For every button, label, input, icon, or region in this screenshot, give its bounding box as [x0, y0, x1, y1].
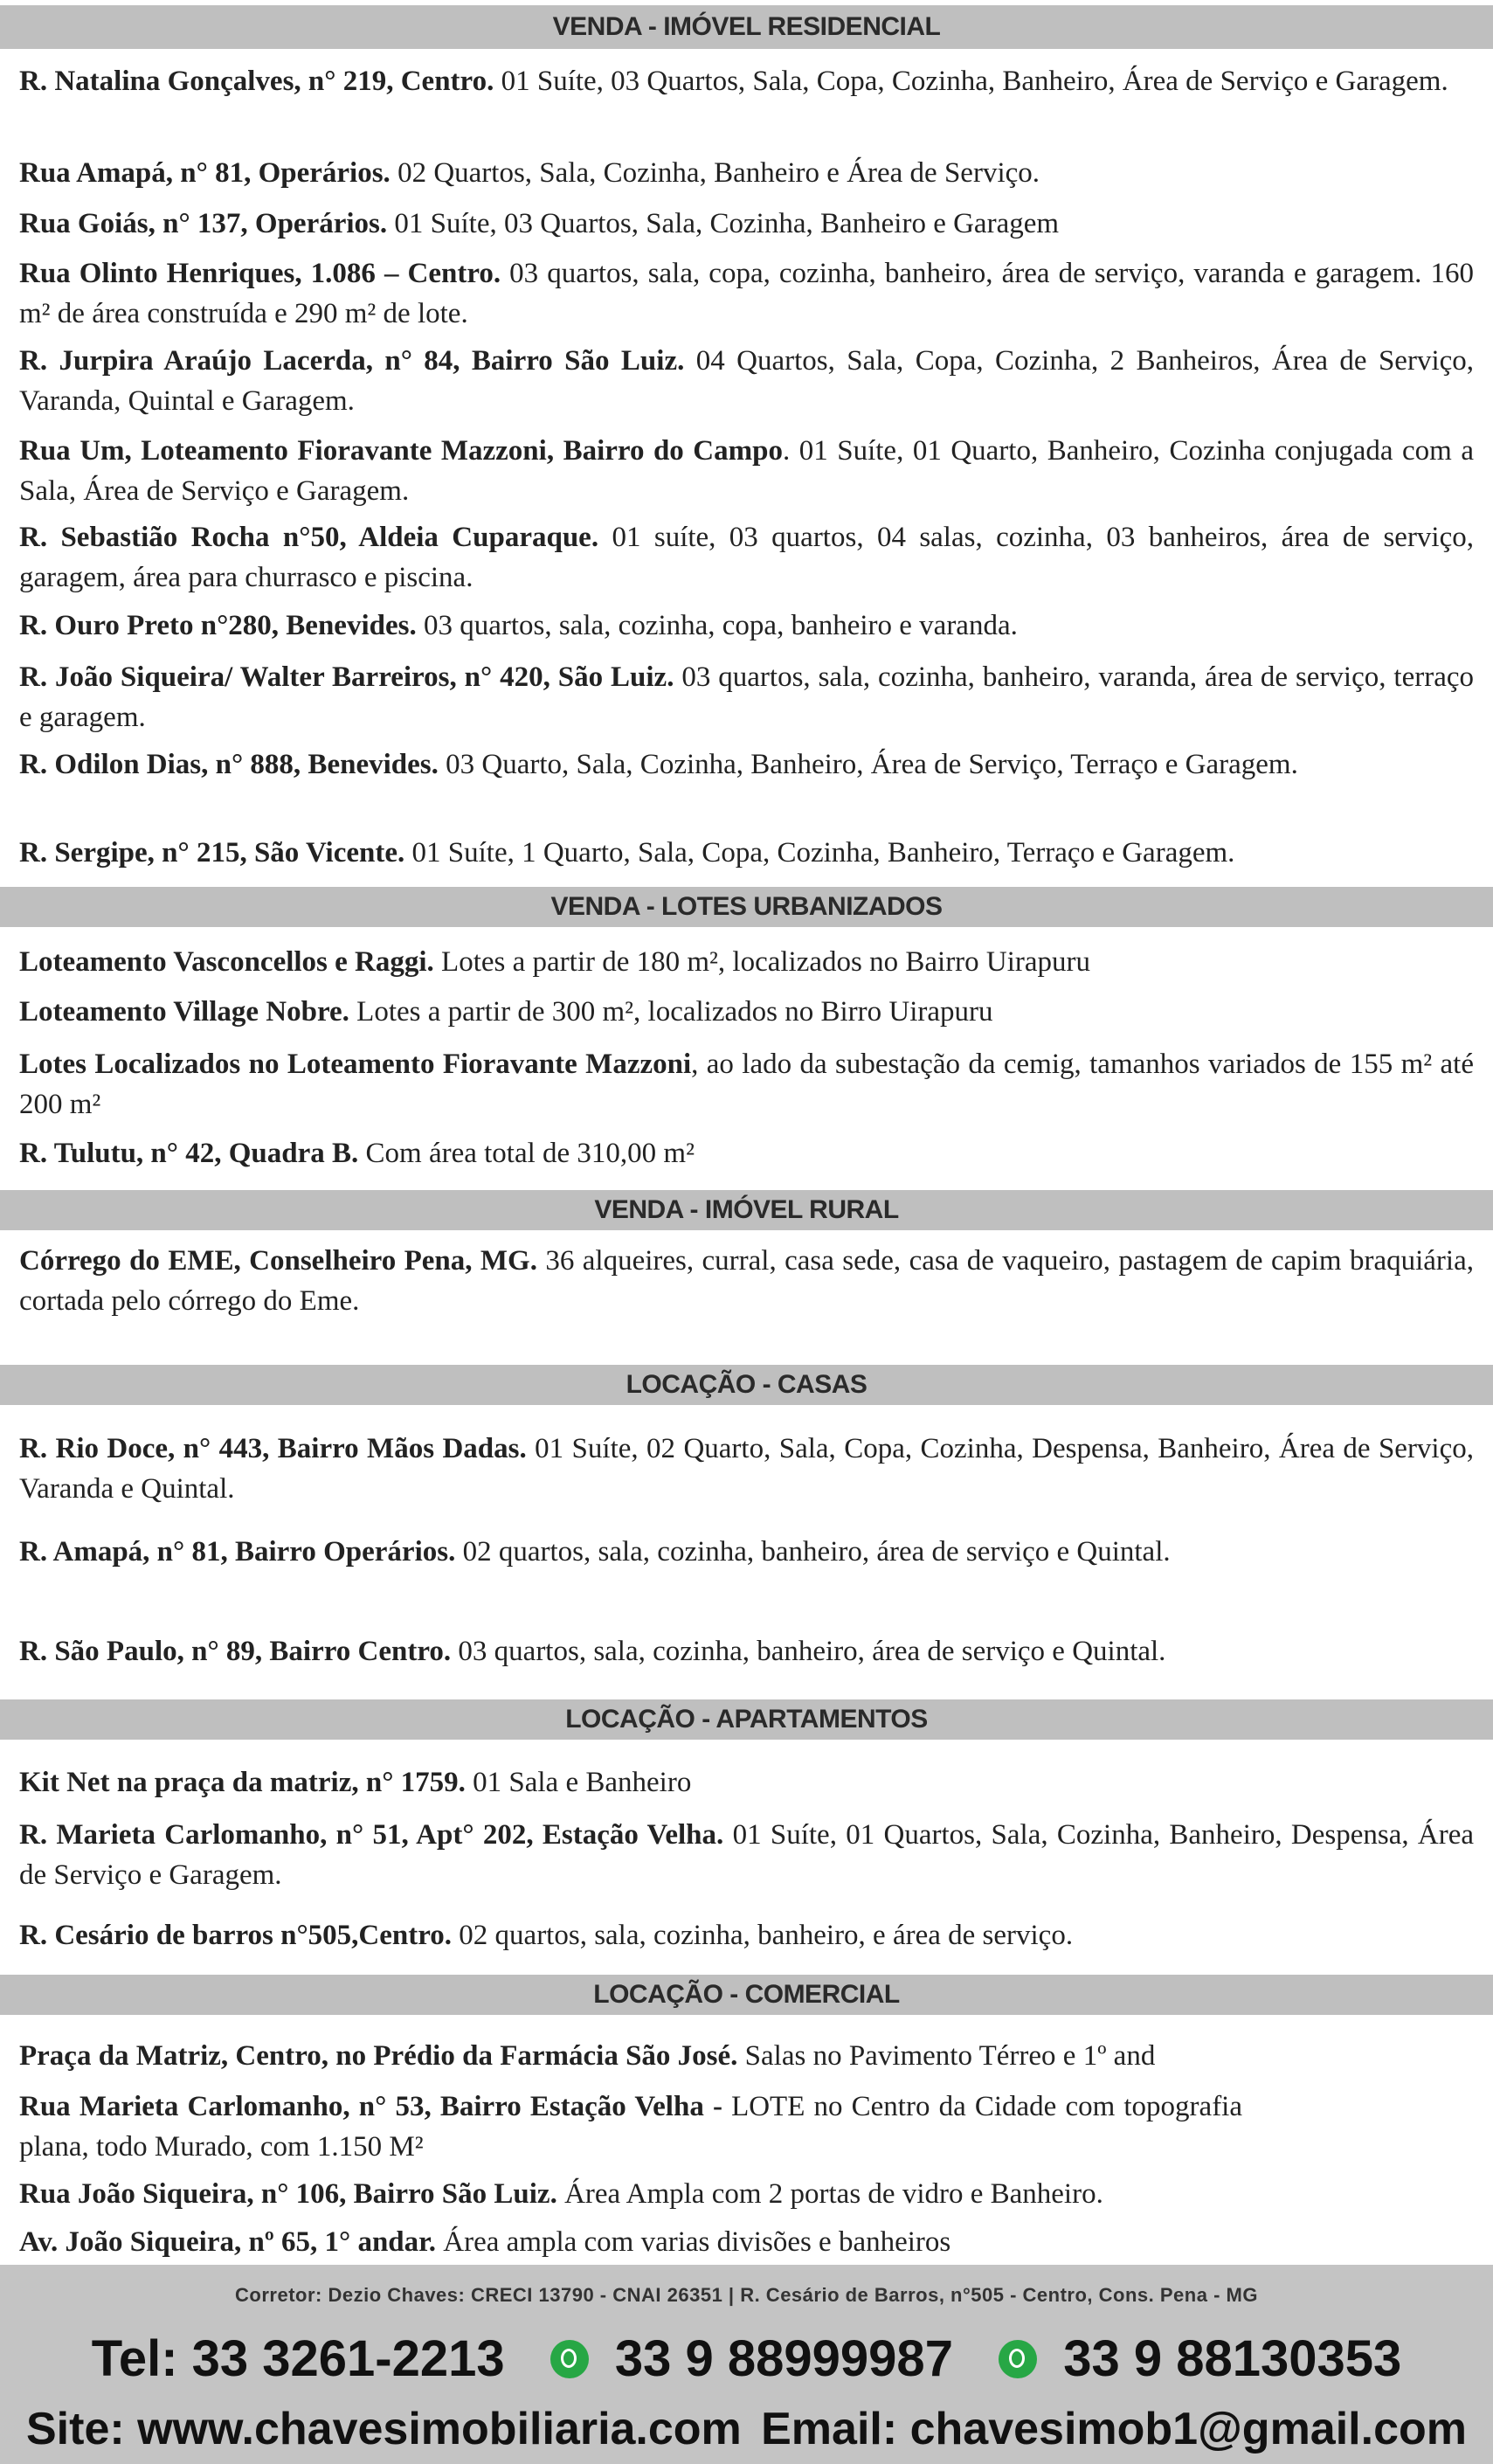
listing-item [19, 942, 1474, 982]
contact-footer [0, 2265, 1493, 2464]
listing-address: R. Rio Doce, n° 443, Bairro Mãos Dadas. [19, 1433, 527, 1464]
section-header-locacao-comercial: LOCAÇÃO - COMERCIAL [0, 1975, 1493, 2015]
listing-description: 03 quartos, sala, cozinha, copa, banheiro e varanda. [416, 610, 1018, 641]
listing-item [19, 833, 1474, 873]
listing-description: Lotes a partir de 300 m², localizados no Birro Uirapuru [349, 996, 993, 1028]
telephone-number: Tel: 33 3261-2213 [91, 2330, 505, 2388]
listing-item [19, 1532, 1242, 1572]
listing-description: 02 quartos, sala, cozinha, banheiro, área de serviço e Quintal. [455, 1536, 1171, 1568]
listing-description: , ao lado da subestação da cemig, tamanhos variados de 155 m² até 200 m² [19, 1049, 1474, 1120]
listing-description: 36 alqueires, curral, casa sede, casa de vaqueiro, pastagem de capim braquiária, cortada pelo córrego do Eme. [19, 1245, 1474, 1317]
section-header-locacao-apartamentos: LOCAÇÃO - APARTAMENTOS [0, 1699, 1493, 1740]
listing-description: 03 Quarto, Sala, Cozinha, Banheiro, Área de Serviço, Terraço e Garagem. [438, 749, 1298, 780]
listing-item [19, 2087, 1242, 2167]
listing-address: R. Tulutu, n° 42, Quadra B. [19, 1138, 359, 1169]
listing-address: Av. João Siqueira, nº 65, 1° andar. [19, 2226, 437, 2258]
phone-row [0, 2326, 1493, 2388]
listing-description: . 01 Suíte, 01 Quarto, Banheiro, Cozinha conjugada com a Sala, Área de Serviço e Garagem. [19, 435, 1474, 507]
listing-item [19, 2036, 1474, 2076]
listing-address: Loteamento Vasconcellos e Raggi. [19, 946, 434, 978]
listing-address: Lotes Localizados no Loteamento Fioravante Mazzoni [19, 1049, 692, 1080]
whatsapp-number-2: 33 9 88130353 [1063, 2330, 1402, 2388]
listing-item [19, 1133, 1474, 1173]
listing-description: 04 Quartos, Sala, Copa, Cozinha, 2 Banheiros, Área de Serviço, Varanda, Quintal e Garagem. [19, 345, 1475, 417]
broker-credits: Corretor: Dezio Chaves: CRECI 13790 - CNAI 26351 | R. Cesário de Barros, n°505 - Centro, Cons. Pena - MG [235, 2284, 1258, 2306]
listing-description: Salas no Pavimento Térreo e 1º and [737, 2040, 1156, 2072]
listing-address: Rua Um, Loteamento Fioravante Mazzoni, Bairro do Campo [19, 435, 783, 467]
listing-item [19, 1241, 1474, 1321]
email-link[interactable]: Email: chavesimob1@gmail.com [761, 2404, 1467, 2454]
listing-address: R. São Paulo, n° 89, Bairro Centro. [19, 1636, 452, 1667]
listing-item [19, 1762, 1474, 1803]
listing-address: Rua Olinto Henriques, 1.086 – Centro. [19, 258, 501, 289]
listing-description: 01 Sala e Banheiro [465, 1767, 692, 1798]
listing-item [19, 1631, 1474, 1672]
section-header-venda-rural: VENDA - IMÓVEL RURAL [0, 1190, 1493, 1230]
listing-description: 03 quartos, sala, cozinha, banheiro, área de serviço e Quintal. [451, 1636, 1166, 1667]
listing-description: 03 quartos, sala, copa, cozinha, banheiro, área de serviço, varanda e garagem. 160 m² de área construída e 290 m² de lote. [19, 258, 1474, 329]
listing-address: R. João Siqueira/ Walter Barreiros, n° 420, São Luiz. [19, 661, 674, 693]
listing-item [19, 606, 1474, 646]
whatsapp-icon [999, 2340, 1037, 2378]
listing-address: Rua Marieta Carlomanho, n° 53, Bairro Estação Velha - [19, 2091, 722, 2122]
listing-address: Rua João Siqueira, n° 106, Bairro São Luiz. [19, 2178, 557, 2210]
web-contact-row [26, 2403, 1467, 2455]
listing-address: Kit Net na praça da matriz, n° 1759. [19, 1767, 466, 1798]
listing-address: Córrego do EME, Conselheiro Pena, MG. [19, 1245, 537, 1277]
listing-description: 03 quartos, sala, cozinha, banheiro, varanda, área de serviço, terraço e garagem. [19, 661, 1474, 733]
listing-item [19, 992, 1474, 1032]
listing-address: R. Marieta Carlomanho, n° 51, Apt° 202, Estação Velha. [19, 1819, 724, 1851]
listing-address: Rua Amapá, n° 81, Operários. [19, 157, 391, 189]
listing-address: R. Sebastião Rocha n°50, Aldeia Cuparaque. [19, 522, 599, 553]
section-header-locacao-casas: LOCAÇÃO - CASAS [0, 1365, 1493, 1405]
listing-item [19, 204, 1474, 244]
listing-item [19, 1915, 1474, 1955]
section-header-venda-lotes: VENDA - LOTES URBANIZADOS [0, 887, 1493, 927]
listing-item [19, 744, 1474, 785]
listing-item [19, 431, 1474, 511]
listing-item [19, 657, 1474, 737]
listing-description: 01 Suíte, 1 Quarto, Sala, Copa, Cozinha, Banheiro, Terraço e Garagem. [404, 837, 1235, 869]
listing-address: Loteamento Village Nobre. [19, 996, 349, 1028]
listing-address: R. Sergipe, n° 215, São Vicente. [19, 837, 405, 869]
listing-description: 01 Suíte, 03 Quartos, Sala, Copa, Cozinha, Banheiro, Área de Serviço e Garagem. [494, 66, 1448, 97]
listing-description: 01 Suíte, 01 Quartos, Sala, Cozinha, Banheiro, Despensa, Área de Serviço e Garagem. [19, 1819, 1474, 1891]
listing-address: Rua Goiás, n° 137, Operários. [19, 208, 388, 239]
listing-item [19, 253, 1474, 334]
listing-description: Área ampla com varias divisões e banheiros [436, 2226, 951, 2258]
listing-address: R. Odilon Dias, n° 888, Benevides. [19, 749, 439, 780]
listing-address: Praça da Matriz, Centro, no Prédio da Farmácia São José. [19, 2040, 738, 2072]
listing-item [19, 61, 1474, 101]
listing-description: 01 suíte, 03 quartos, 04 salas, cozinha, 03 banheiros, área de serviço, garagem, área para churrasco e piscina. [19, 522, 1474, 593]
listing-address: R. Ouro Preto n°280, Benevides. [19, 610, 417, 641]
listing-item [19, 1815, 1474, 1895]
listing-address: R. Cesário de barros n°505,Centro. [19, 1920, 453, 1951]
listing-description: Lotes a partir de 180 m², localizados no Bairro Uirapuru [433, 946, 1091, 978]
listing-address: R. Natalina Gonçalves, n° 219, Centro. [19, 66, 494, 97]
listing-item [19, 2222, 1474, 2262]
whatsapp-number-1: 33 9 88999987 [614, 2330, 953, 2388]
listing-item [19, 341, 1474, 421]
listing-description: 02 quartos, sala, cozinha, banheiro, e área de serviço. [452, 1920, 1074, 1951]
section-header-venda-residencial: VENDA - IMÓVEL RESIDENCIAL [0, 5, 1493, 49]
whatsapp-icon [550, 2340, 589, 2378]
listing-address: R. Jurpira Araújo Lacerda, n° 84, Bairro São Luiz. [19, 345, 685, 377]
listing-description: LOTE no Centro da Cidade com topografia plana, todo Murado, com 1.150 M² [19, 2091, 1242, 2163]
listing-address: R. Amapá, n° 81, Bairro Operários. [19, 1536, 456, 1568]
listing-description: 02 Quartos, Sala, Cozinha, Banheiro e Área de Serviço. [390, 157, 1040, 189]
listing-item [19, 2174, 1474, 2214]
listing-description: Com área total de 310,00 m² [358, 1138, 695, 1169]
listing-item [19, 517, 1474, 598]
listing-description: 01 Suíte, 02 Quarto, Sala, Copa, Cozinha, Despensa, Banheiro, Área de Serviço, Varanda e Quintal. [19, 1433, 1474, 1505]
listing-item [19, 1044, 1474, 1125]
listing-description: 01 Suíte, 03 Quartos, Sala, Cozinha, Banheiro e Garagem [387, 208, 1060, 239]
listing-description: Área Ampla com 2 portas de vidro e Banheiro. [556, 2178, 1103, 2210]
website-link[interactable]: Site: www.chavesimobiliaria.com [26, 2404, 742, 2454]
listing-item [19, 1429, 1474, 1509]
listing-item [19, 153, 1474, 193]
